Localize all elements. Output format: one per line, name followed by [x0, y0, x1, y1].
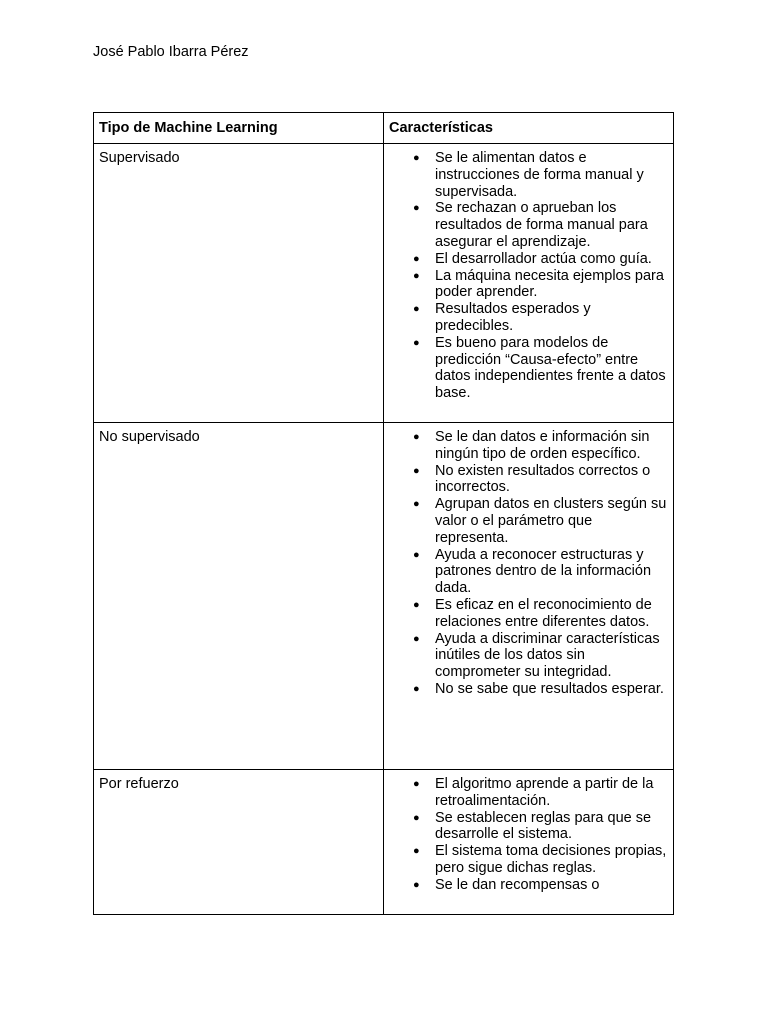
header-characteristics: Características: [384, 113, 674, 144]
list-item: ● Se establecen reglas para que se desarrolle el sistema.: [435, 810, 668, 844]
list-item: ● El desarrollador actúa como guía.: [435, 251, 668, 268]
list-item: ● No se sabe que resultados esperar.: [435, 681, 668, 698]
table-row: [94, 423, 674, 770]
list-item: ● Resultados esperados y predecibles.: [435, 301, 668, 335]
list-item: ● Se le alimentan datos e instrucciones de forma manual y supervisada.: [435, 150, 668, 200]
author-name: José Pablo Ibarra Pérez: [93, 44, 249, 60]
list-item: ● La máquina necesita ejemplos para poder aprender.: [435, 268, 668, 302]
characteristics-list: [389, 150, 668, 402]
type-cell: No supervisado: [94, 423, 384, 770]
type-cell: Supervisado: [94, 144, 384, 423]
characteristics-list: [389, 429, 668, 698]
list-item: ● El algoritmo aprende a partir de la retroalimentación.: [435, 776, 668, 810]
list-item: ● Es eficaz en el reconocimiento de relaciones entre diferentes datos.: [435, 597, 668, 631]
header-type: Tipo de Machine Learning: [94, 113, 384, 144]
characteristics-list: [389, 776, 668, 894]
list-item: ● Es bueno para modelos de predicción “Causa-efecto” entre datos independientes frente a datos base.: [435, 335, 668, 402]
list-item: ● Se le dan recompensas o: [435, 877, 668, 894]
ml-types-table: [93, 112, 674, 915]
list-item: ● Agrupan datos en clusters según su valor o el parámetro que representa.: [435, 496, 668, 546]
list-item: ● Ayuda a discriminar características inútiles de los datos sin comprometer su integridad.: [435, 631, 668, 681]
list-item: ● Ayuda a reconocer estructuras y patrones dentro de la información dada.: [435, 547, 668, 597]
list-item: ● Se le dan datos e información sin ningún tipo de orden específico.: [435, 429, 668, 463]
table-row: [94, 144, 674, 423]
table-row: [94, 770, 674, 915]
type-cell: Por refuerzo: [94, 770, 384, 915]
characteristics-cell: [384, 144, 674, 423]
characteristics-cell: [384, 423, 674, 770]
list-item: ● No existen resultados correctos o incorrectos.: [435, 463, 668, 497]
list-item: ● Se rechazan o aprueban los resultados de forma manual para asegurar el aprendizaje.: [435, 200, 668, 250]
list-item: ● El sistema toma decisiones propias, pero sigue dichas reglas.: [435, 843, 668, 877]
characteristics-cell: [384, 770, 674, 915]
table-header-row: [94, 113, 674, 144]
